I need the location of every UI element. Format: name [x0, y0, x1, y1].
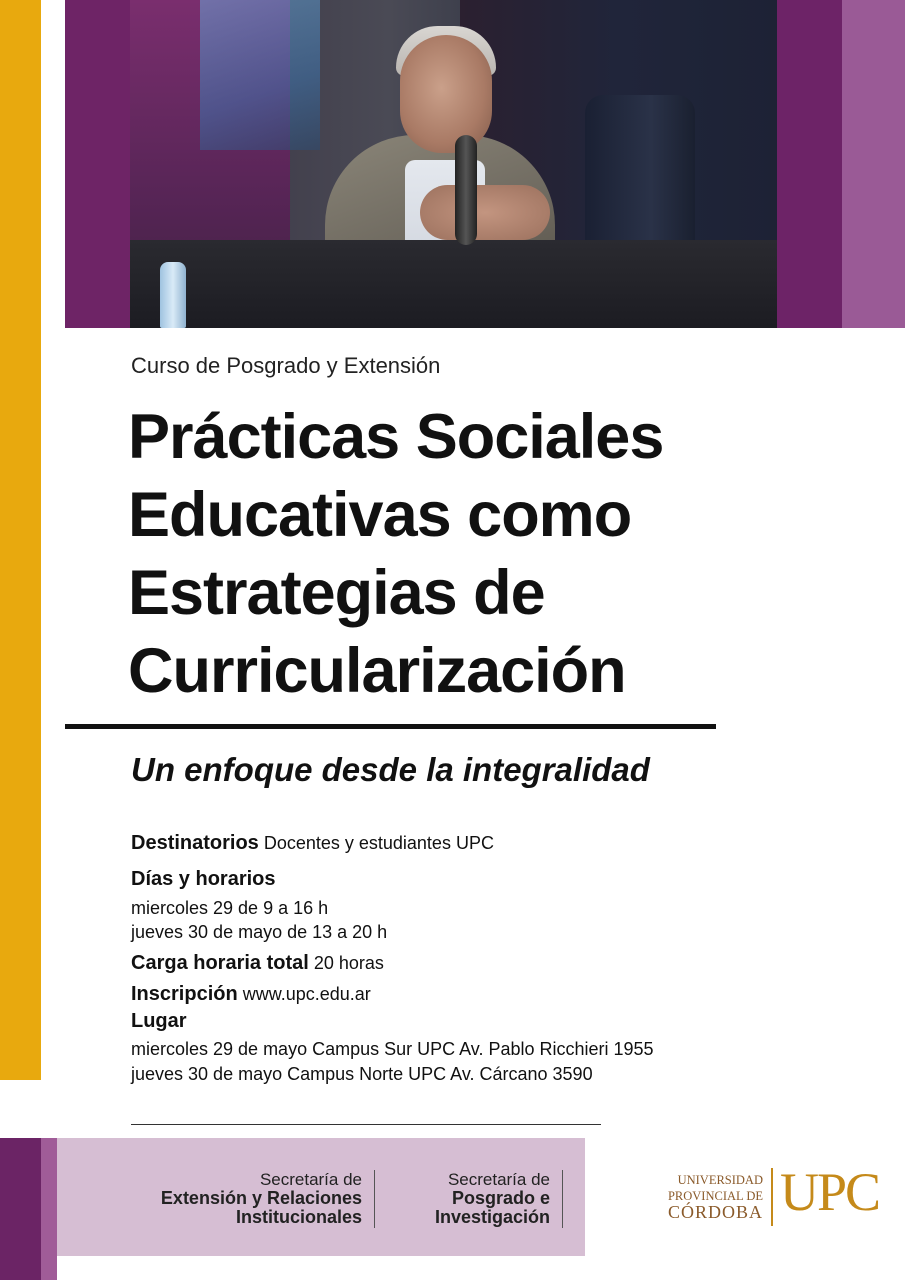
microphone-icon — [455, 135, 477, 245]
univ-line: CÓRDOBA — [667, 1202, 763, 1222]
secretaria-posgrado — [390, 1170, 550, 1227]
left-accent-strip — [0, 0, 41, 1080]
inscripcion-link[interactable]: www.upc.edu.ar — [242, 984, 371, 1004]
sec1-line: Extensión y Relaciones — [160, 1188, 362, 1208]
footer-accent-dark — [0, 1138, 41, 1280]
carga-row — [131, 952, 384, 975]
inscripcion-label: Inscripción — [131, 983, 238, 1005]
sec2-line: Secretaría de — [447, 1170, 550, 1189]
lugar-row — [131, 1010, 187, 1033]
footer-separator — [562, 1170, 563, 1228]
destinatarios-value: Docentes y estudiantes UPC — [263, 833, 494, 853]
secretaria-extension — [100, 1170, 362, 1227]
destinatarios-row — [131, 832, 494, 855]
university-name — [655, 1172, 763, 1220]
tagline: Un enfoque desde la integralidad — [131, 751, 650, 788]
carga-label: Carga horaria total — [131, 952, 309, 974]
title-line: Curricularización — [128, 636, 626, 706]
sec1-line: Institucionales — [235, 1207, 362, 1227]
sec2-line: Posgrado e — [451, 1188, 550, 1208]
water-bottle-icon — [160, 262, 186, 328]
hero-band-left — [65, 0, 130, 328]
footer-divider — [131, 1124, 601, 1125]
footer-accent-mid — [41, 1138, 57, 1280]
dias-row — [131, 868, 276, 891]
photo-speaker-head — [400, 35, 492, 153]
logo-separator — [771, 1168, 773, 1226]
dias-label: Días y horarios — [131, 868, 276, 890]
title-divider — [65, 724, 716, 729]
inscripcion-row — [131, 983, 371, 1006]
destinatarios-label: Destinatorios — [131, 832, 259, 854]
photo-speaker-hands — [420, 185, 550, 240]
page-title — [128, 398, 768, 710]
hero-band-right-light — [842, 0, 905, 328]
univ-line: PROVINCIAL DE — [667, 1189, 763, 1203]
sec1-line: Secretaría de — [259, 1170, 362, 1189]
lugar-line: miercoles 29 de mayo Campus Sur UPC Av. Pablo Ricchieri 1955 — [131, 1039, 654, 1059]
lugar-line: jueves 30 de mayo Campus Norte UPC Av. Cárcano 3590 — [131, 1064, 593, 1084]
upc-logo: UPC — [780, 1162, 880, 1222]
course-type: Curso de Posgrado y Extensión — [131, 353, 441, 378]
sec2-line: Investigación — [434, 1207, 550, 1227]
photo-desk — [130, 240, 777, 328]
speaker-photo — [130, 0, 777, 328]
dias-line: miercoles 29 de 9 a 16 h — [131, 898, 329, 918]
photo-blue-banner — [200, 0, 320, 150]
hero-banner — [65, 0, 905, 328]
univ-line: UNIVERSIDAD — [677, 1173, 763, 1187]
title-line: Estrategias de — [128, 558, 545, 628]
footer-separator — [374, 1170, 375, 1228]
carga-value: 20 horas — [313, 953, 384, 973]
lugar-label: Lugar — [131, 1010, 187, 1032]
title-line: Prácticas Sociales — [128, 402, 664, 472]
dias-line: jueves 30 de mayo de 13 a 20 h — [131, 922, 388, 942]
title-line: Educativas como — [128, 480, 632, 550]
